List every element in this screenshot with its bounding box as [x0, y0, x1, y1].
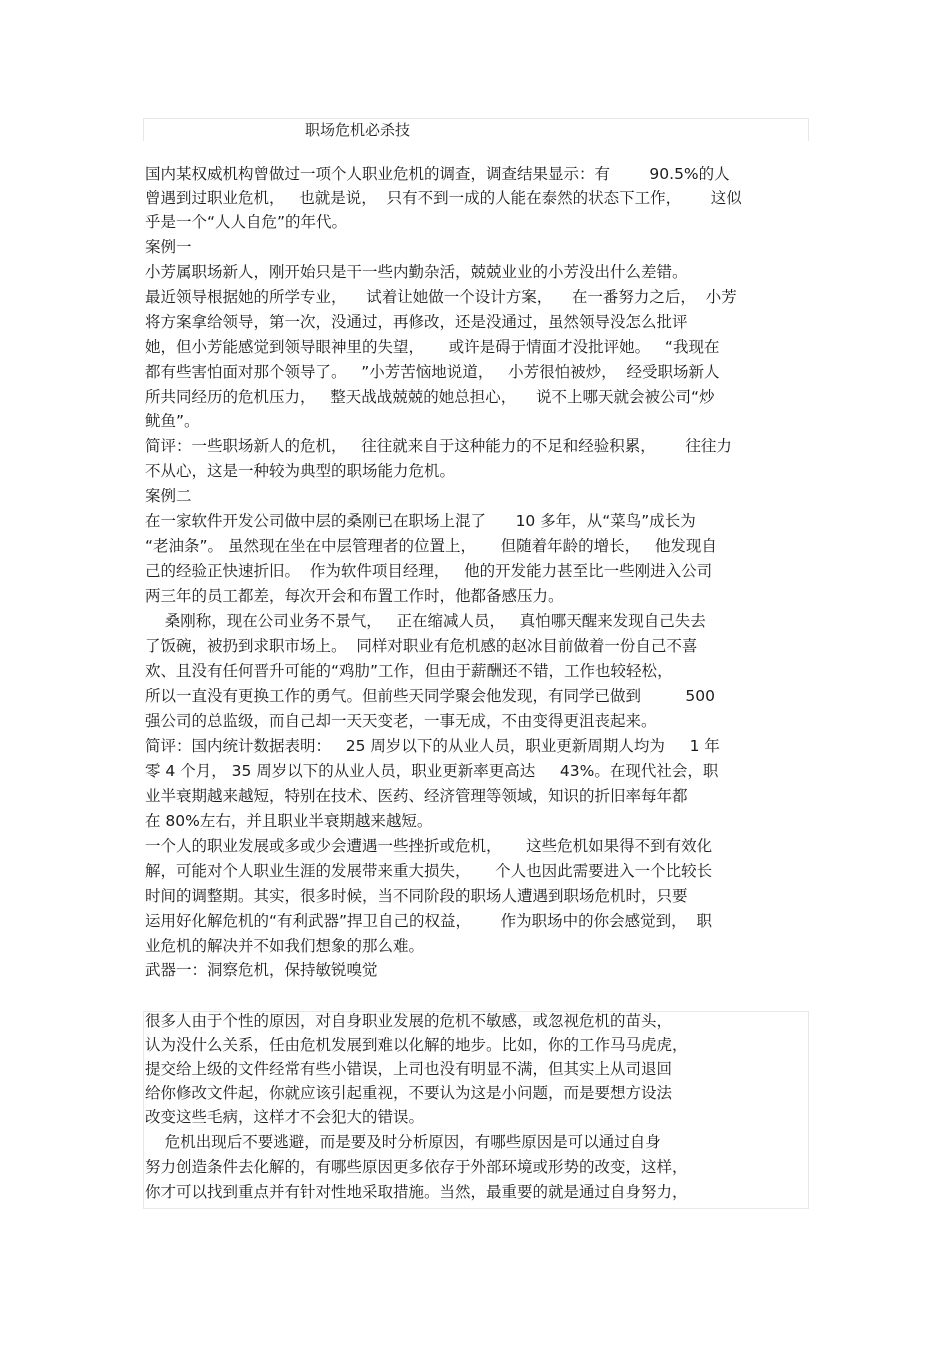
text-line: 提交给上级的文件经常有些小错误，上司也没有明显不满，但其实上从司退回	[145, 1060, 673, 1078]
text-line: 乎是一个“人人自危”的年代。	[145, 213, 348, 231]
text-line: 危机出现后不要逃避，而是要及时分析原因，有哪些原因是可以通过自身	[145, 1133, 661, 1151]
text-line: 了饭碗，被扔到求职市场上。 同样对职业有危机感的赵冰目前做着一份自己不喜	[145, 637, 698, 655]
text-line: 两三年的员工都差，每次开会和布置工作时，他都备感压力。	[145, 587, 564, 605]
text-line: 强公司的总监级，而自己却一天天变老，一事无成，不由变得更沮丧起来。	[145, 712, 657, 730]
text-line: 业半衰期越来越短，特别在技术、医药、经济管理等领域，知识的折旧率每年都	[145, 787, 688, 805]
text-line: 她，但小芳能感觉到领导眼神里的失望， 或许是碍于情面才没批评她。 “我现在	[145, 338, 720, 356]
text-line: 曾遇到过职业危机， 也就是说， 只有不到一成的人能在泰然的状态下工作， 这似	[145, 189, 742, 207]
text-line: 在 80%左右，并且职业半衰期越来越短。	[145, 812, 433, 830]
text-line: 运用好化解危机的“有利武器”捍卫自己的权益， 作为职场中的你会感觉到， 职	[145, 912, 712, 930]
text-line: 所以一直没有更换工作的勇气。但前些天同学聚会他发现，有同学已做到 500	[145, 687, 715, 705]
text-line: 认为没什么关系，任由危机发展到难以化解的地步。比如，你的工作马马虎虎，	[145, 1036, 688, 1054]
text-line: 解，可能对个人职业生涯的发展带来重大损失， 个人也因此需要进入一个比较长	[145, 862, 713, 880]
text-line: 你才可以找到重点并有针对性地采取措施。当然，最重要的就是通过自身努力，	[145, 1183, 688, 1201]
text-line: 都有些害怕面对那个领导了。 ”小芳苦恼地说道， 小芳很怕被炒， 经受职场新人	[145, 363, 720, 381]
text-line: 零 4 个月， 35 周岁以下的从业人员，职业更新率更高达 43%。在现代社会，职	[145, 762, 719, 780]
text-line: 简评：国内统计数据表明： 25 周岁以下的从业人员，职业更新周期人均为 1 年	[145, 737, 720, 755]
text-line: 己的经验正快速折旧。 作为软件项目经理， 他的开发能力甚至比一些刚进入公司	[145, 562, 713, 580]
text-line: 国内某权威机构曾做过一项个人职业危机的调查，调查结果显示：有 90.5%的人	[145, 165, 730, 183]
text-line: 欢、且没有任何晋升可能的“鸡肋”工作，但由于薪酬还不错，工作也较轻松，	[145, 662, 673, 680]
text-line: 鱿鱼”。	[145, 412, 200, 430]
text-line: “老油条”。 虽然现在坐在中层管理者的位置上， 但随着年龄的增长， 他发现自	[145, 537, 717, 555]
text-line: 小芳属职场新人，刚开始只是干一些内勤杂活，兢兢业业的小芳没出什么差错。	[145, 263, 688, 281]
text-line: 很多人由于个性的原因，对自身职业发展的危机不敏感，或忽视危机的苗头，	[145, 1012, 673, 1030]
text-line: 一个人的职业发展或多或少会遭遇一些挫折或危机， 这些危机如果得不到有效化	[145, 837, 713, 855]
text-line: 不从心，这是一种较为典型的职场能力危机。	[145, 462, 456, 480]
text-line: 改变这些毛病，这样才不会犯大的错误。	[145, 1108, 425, 1126]
text-line: 时间的调整期。其实，很多时候，当不同阶段的职场人遭遇到职场危机时，只要	[145, 887, 688, 905]
text-line: 最近领导根据她的所学专业， 试着让她做一个设计方案， 在一番努力之后， 小芳	[145, 288, 737, 306]
text-line: 努力创造条件去化解的，有哪些原因更多依存于外部环境或形势的改变，这样，	[145, 1158, 688, 1176]
text-line: 桑刚称，现在公司业务不景气， 正在缩减人员， 真怕哪天醒来发现自己失去	[145, 612, 706, 630]
text-line: 给你修改文件起，你就应该引起重视，不要认为这是小问题，而是要想方设法	[145, 1084, 673, 1102]
text-line: 案例一	[145, 238, 192, 256]
text-line: 在一家软件开发公司做中层的桑刚已在职场上混了 10 多年，从“菜鸟”成长为	[145, 512, 696, 530]
text-line: 所共同经历的危机压力， 整天战战兢兢的她总担心， 说不上哪天就会被公司“炒	[145, 388, 715, 406]
text-line: 简评：一些职场新人的危机， 往往就来自于这种能力的不足和经验积累， 往往力	[145, 437, 732, 455]
text-line: 业危机的解决并不如我们想象的那么难。	[145, 937, 425, 955]
title-frame	[143, 118, 809, 141]
text-line: 武器一：洞察危机，保持敏锐嗅觉	[145, 961, 378, 979]
text-line: 将方案拿给领导，第一次，没通过，再修改，还是没通过，虽然领导没怎么批评	[145, 313, 688, 331]
text-line: 案例二	[145, 487, 192, 505]
document-title: 职场危机必杀技	[305, 121, 411, 139]
